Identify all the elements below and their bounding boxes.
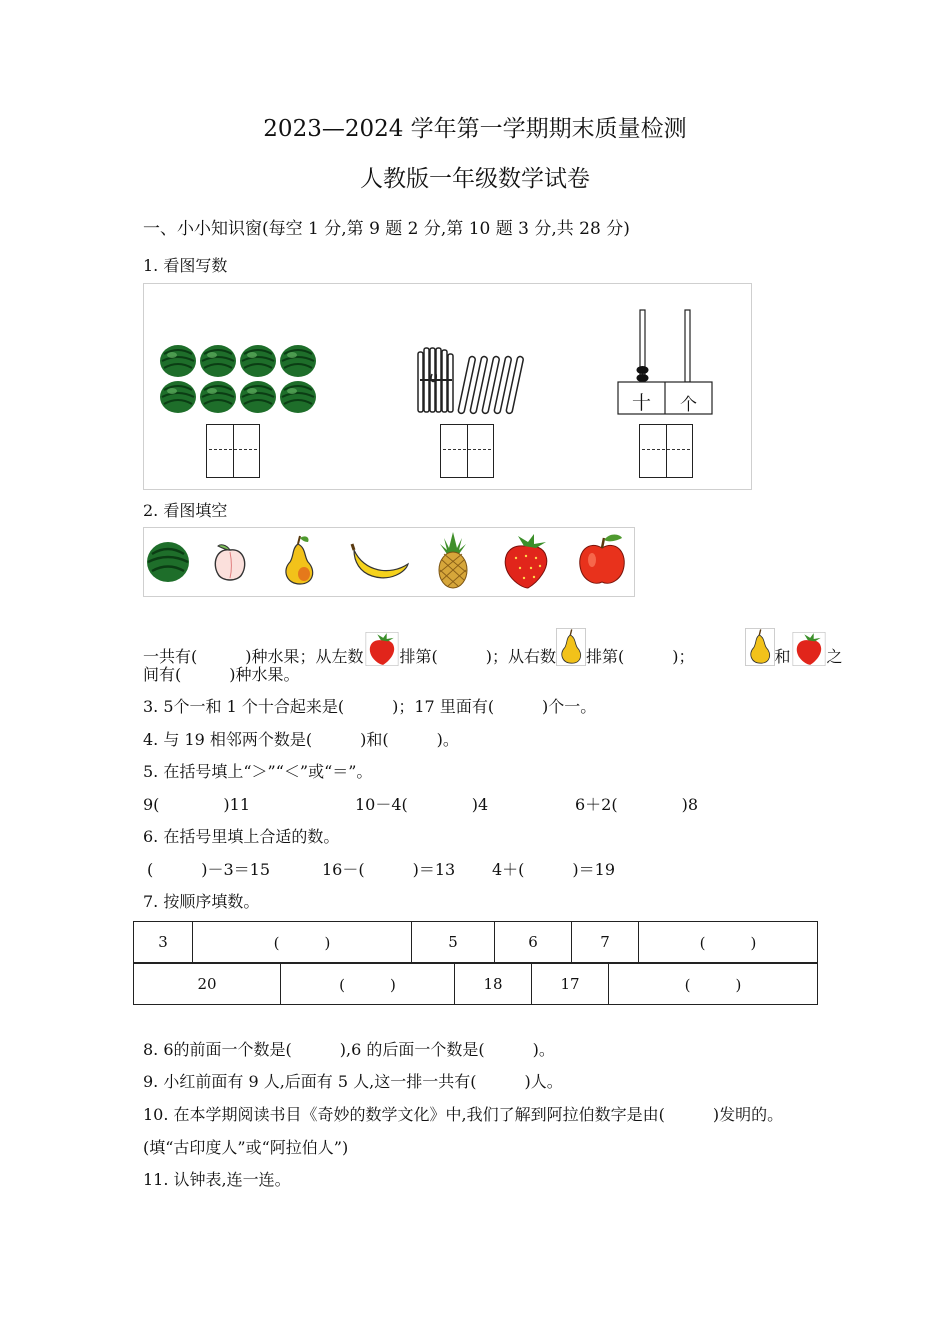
- q4-text: 4. 与 19 相邻两个数是( )和( )。: [143, 730, 459, 749]
- q2-text-d: 和: [774, 647, 791, 666]
- seq-cell: 3: [134, 922, 193, 963]
- q1-answer-box-1[interactable]: [206, 424, 260, 478]
- abacus-ones-label: 个: [680, 395, 697, 415]
- abacus-icon: [616, 308, 716, 418]
- strawberry-icon: [364, 632, 400, 670]
- q5-label: 5. 在括号填上“＞”“＜”或“＝”。: [143, 762, 373, 781]
- q6-label: 6. 在括号里填上合适的数。: [143, 827, 340, 846]
- q7-sequence-row-2: [133, 963, 818, 1005]
- section-heading: 一、小小知识窗(每空 1 分,第 9 题 2 分,第 10 题 3 分,共 28 分): [143, 219, 630, 239]
- apple-icon: [576, 532, 628, 588]
- q6-item-3: 4＋( )＝19: [492, 860, 616, 879]
- q11-text: 11. 认钟表,连一连。: [143, 1170, 291, 1189]
- q10-line-2: (填“古印度人”或“阿拉伯人”): [143, 1138, 349, 1157]
- watermelon-icon: [146, 538, 190, 584]
- q1-label: 1. 看图写数: [143, 256, 228, 275]
- q5-item-2: 10－4( )4: [355, 795, 489, 814]
- q3-text: 3. 5个一和 1 个十合起来是( )；17 里面有( )个一。: [143, 697, 597, 716]
- watermelon-group-icon: [158, 342, 320, 416]
- pear-icon: [745, 628, 775, 670]
- q7-sequence-row-1: [133, 921, 818, 963]
- q6-item-2: 16－( )＝13: [322, 860, 456, 879]
- seq-cell: 6: [495, 922, 572, 963]
- seq-blank-cell[interactable]: ( ): [193, 922, 412, 963]
- seq-cell: 7: [572, 922, 639, 963]
- exam-title: 2023—2024 学年第一学期期末质量检测: [263, 116, 687, 142]
- q7-label: 7. 按顺序填数。: [143, 892, 260, 911]
- q5-item-1: 9( )11: [143, 795, 251, 814]
- peach-icon: [210, 542, 250, 586]
- pear-icon: [556, 628, 586, 670]
- q5-item-3: 6＋2( )8: [575, 795, 699, 814]
- q10-line-1: 10. 在本学期阅读书目《奇妙的数学文化》中,我们了解到阿拉伯数字是由( )发明的。: [143, 1105, 784, 1124]
- q1-picture-panel: [143, 283, 752, 490]
- strawberry-icon: [498, 532, 554, 590]
- banana-icon: [350, 542, 412, 582]
- q2-text-e: 之: [826, 647, 843, 666]
- seq-blank-cell[interactable]: ( ): [281, 964, 455, 1005]
- q2-text-c: 排第( )；: [586, 647, 695, 666]
- seq-cell: 20: [134, 964, 281, 1005]
- q1-answer-box-2[interactable]: [440, 424, 494, 478]
- q2-fruit-panel: [143, 527, 635, 597]
- abacus-tens-label: 十: [632, 392, 652, 414]
- exam-subtitle: 人教版一年级数学试卷: [360, 166, 590, 192]
- seq-cell: 17: [532, 964, 609, 1005]
- sticks-bundle-icon: [414, 344, 534, 418]
- q2-text-b: 排第( )；从右数: [399, 647, 556, 666]
- q2-text-a: 一共有( )种水果；从左数: [143, 647, 364, 666]
- seq-cell: 18: [455, 964, 532, 1005]
- q1-answer-box-3[interactable]: [639, 424, 693, 478]
- seq-cell: 5: [412, 922, 495, 963]
- pear-icon: [278, 534, 320, 588]
- q2-label: 2. 看图填空: [143, 501, 228, 520]
- q8-text: 8. 6的前面一个数是( ),6 的后面一个数是( )。: [143, 1040, 555, 1059]
- q2-question-line2: 间有( )种水果。: [143, 665, 300, 684]
- q6-item-1: ( )－3＝15: [147, 860, 271, 879]
- seq-blank-cell[interactable]: ( ): [639, 922, 818, 963]
- seq-blank-cell[interactable]: ( ): [609, 964, 818, 1005]
- strawberry-icon: [791, 632, 827, 670]
- pineapple-icon: [434, 530, 472, 590]
- q9-text: 9. 小红前面有 9 人,后面有 5 人,这一排一共有( )人。: [143, 1072, 563, 1091]
